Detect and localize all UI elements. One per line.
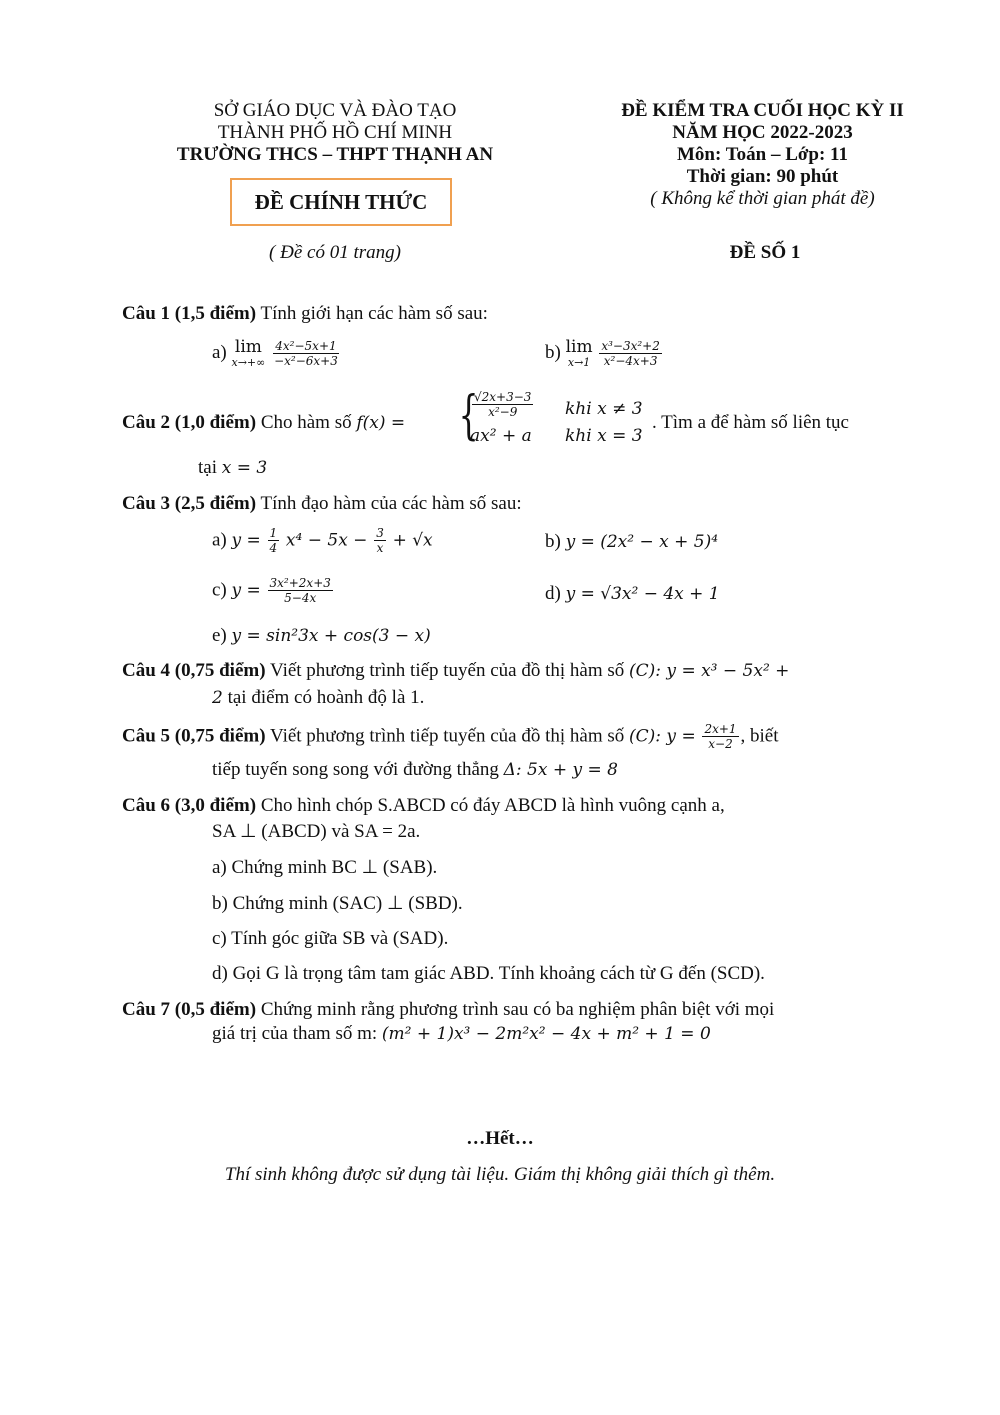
question-4-math: (C): y = x³ − 5x² + [629,661,790,681]
question-3c-label: c) [212,579,227,601]
question-3d-expression: y = √3x² − 4x + 1 [565,584,720,604]
subject-grade: Môn: Toán – Lớp: 11 [676,144,849,165]
question-6c: c) Tính góc giữa SB và (SAD). [212,928,449,949]
question-3b-expression: y = (2x² − x + 5)⁴ [565,532,719,552]
question-6-text: Cho hình chóp S.ABCD có đáy ABCD là hình vuông cạnh a, [260,795,725,816]
question-2-line2-math: x = 3 [221,458,268,478]
question-1b [545,338,664,369]
question-6b: b) Chứng minh (SAC) ⊥ (SBD). [212,893,463,914]
question-6a: a) Chứng minh BC ⊥ (SAB). [212,857,438,878]
question-5-line2-text: tiếp tuyến song song với đường thẳng [212,759,499,780]
question-5-math: (C): y = [629,726,696,747]
question-3b-label: b) [545,531,561,552]
question-4-line2-text: tại điểm có hoành độ là 1. [227,687,425,708]
question-5-line2-math: Δ: 5x + y = 8 [503,760,618,780]
official-badge: ĐỀ CHÍNH THỨC [230,178,452,226]
pages-note: ( Đề có 01 trang) [269,242,401,263]
question-5 [122,722,779,752]
question-5-label: Câu 5 (0,75 điểm) [122,725,266,747]
question-3e [212,625,431,647]
question-4-line2 [212,687,424,709]
question-2-text: Cho hàm số [260,412,352,433]
question-5-fraction: $\frac{2x+1}{x-2}$ [704,722,737,752]
city-name: THÀNH PHỐ HỒ CHÍ MINH [217,122,453,143]
case1-condition: khi x ≠ 3 [565,399,643,419]
question-2-line2-text: tại [198,457,217,478]
question-3e-label: e) [212,625,227,646]
question-7-line2 [212,1023,711,1045]
question-3e-expression: y = sin²3x + cos(3 − x) [231,626,431,646]
question-6d: d) Gọi G là trọng tâm tam giác ABD. Tính khoảng cách từ G đến (SCD). [212,963,765,984]
question-3d-label: d) [545,583,561,604]
question-1a-label: a) [212,341,227,363]
question-2-label-line [122,412,405,434]
question-3-label: Câu 3 (2,5 điểm) [122,493,257,514]
question-3b [545,531,718,553]
question-1 [122,303,488,325]
question-4-label: Câu 4 (0,75 điểm) [122,660,266,681]
question-1a [212,338,342,369]
case2-condition: khi x = 3 [565,426,643,446]
duration: Thời gian: 90 phút [686,166,839,187]
case2-expression: ax² + a [470,426,532,446]
department-name: SỞ GIÁO DỤC VÀ ĐÀO TẠO [213,100,457,121]
question-7-line2-text: giá trị của tham số m: [212,1023,378,1044]
question-4 [122,660,789,682]
q3c-y: y = [231,580,261,601]
question-4-line2-math: 2 [212,688,223,708]
question-5-line2 [212,759,618,781]
header-right [595,100,930,210]
question-1-text: Tính giới hạn các hàm số sau: [260,303,488,324]
question-1b-fraction: $\frac{\text{x³−3x²+2}}{\text{x²−4x+3}}$ [601,338,660,368]
q3a-end: + √x [392,530,433,551]
question-3c [212,576,335,606]
school-year: NĂM HỌC 2022-2023 [672,122,853,143]
question-1b-label: b) [545,341,561,363]
exam-code: ĐỀ SỐ 1 [729,242,801,263]
question-2-line2 [198,457,267,479]
question-2-label: Câu 2 (1,0 điểm) [122,412,257,433]
question-5-text: Viết phương trình tiếp tuyến của đồ thị hàm số [269,725,625,747]
question-7 [122,999,774,1021]
question-6-line2: SA ⊥ (ABCD) và SA = 2a. [212,821,421,842]
school-name: TRƯỜNG THCS – THPT THẠNH AN [176,144,494,165]
question-6 [122,795,882,817]
question-2-tail: . Tìm a để hàm số liên tục [652,412,849,433]
question-5-text-end: , biết [740,725,779,747]
exam-title: ĐỀ KIỂM TRA CUỐI HỌC KỲ II [621,100,904,121]
end-mark: …Hết… [466,1128,534,1149]
question-3-text: Tính đạo hàm của các hàm số sau: [260,493,522,514]
question-4-text: Viết phương trình tiếp tuyến của đồ thị hàm số [269,660,625,681]
duration-note: ( Không kể thời gian phát đề) [650,188,875,209]
q3c-fraction: $\frac{\text{3x²+2x+3}}{5-4x}$ [269,576,331,606]
case1-fraction: $\frac{√2x+3-3}{\text{x²−9}}$ [474,390,532,420]
q3a-y: y = [231,530,261,551]
question-7-line2-math: (m² + 1)x³ − 2m²x² − 4x + m² + 1 = 0 [381,1024,711,1044]
q3a-middle: x⁴ − 5x − [285,530,368,551]
question-3a-label: a) [212,529,227,551]
q3a-fraction-1: $\frac{1}{4}$ [269,526,278,556]
question-3a [212,526,433,556]
question-7-label: Câu 7 (0,5 điểm) [122,999,257,1020]
question-7-text: Chứng minh rằng phương trình sau có ba nghiệm phân biệt với mọi [260,999,775,1020]
limit-operator: lim x→+∞ [231,337,266,369]
limit-operator: lim x→1 [565,337,593,369]
question-1-label: Câu 1 (1,5 điểm) [122,303,257,324]
footer-note: Thí sinh không được sử dụng tài liệu. Giám thị không giải thích gì thêm. [224,1164,776,1185]
piecewise-cases [470,390,660,452]
q3a-fraction-2: $\frac{3}{x}$ [376,526,384,556]
header-left [150,100,520,166]
question-1a-fraction: $\frac{\text{4x²−5x+1}}{\text{−x²−6x+3}}$ [274,338,338,368]
question-6-label: Câu 6 (3,0 điểm) [122,795,257,816]
function-name: f(x) = [356,413,406,433]
question-3 [122,493,522,515]
question-3d [545,583,720,605]
piecewise-brace: { [458,386,479,446]
